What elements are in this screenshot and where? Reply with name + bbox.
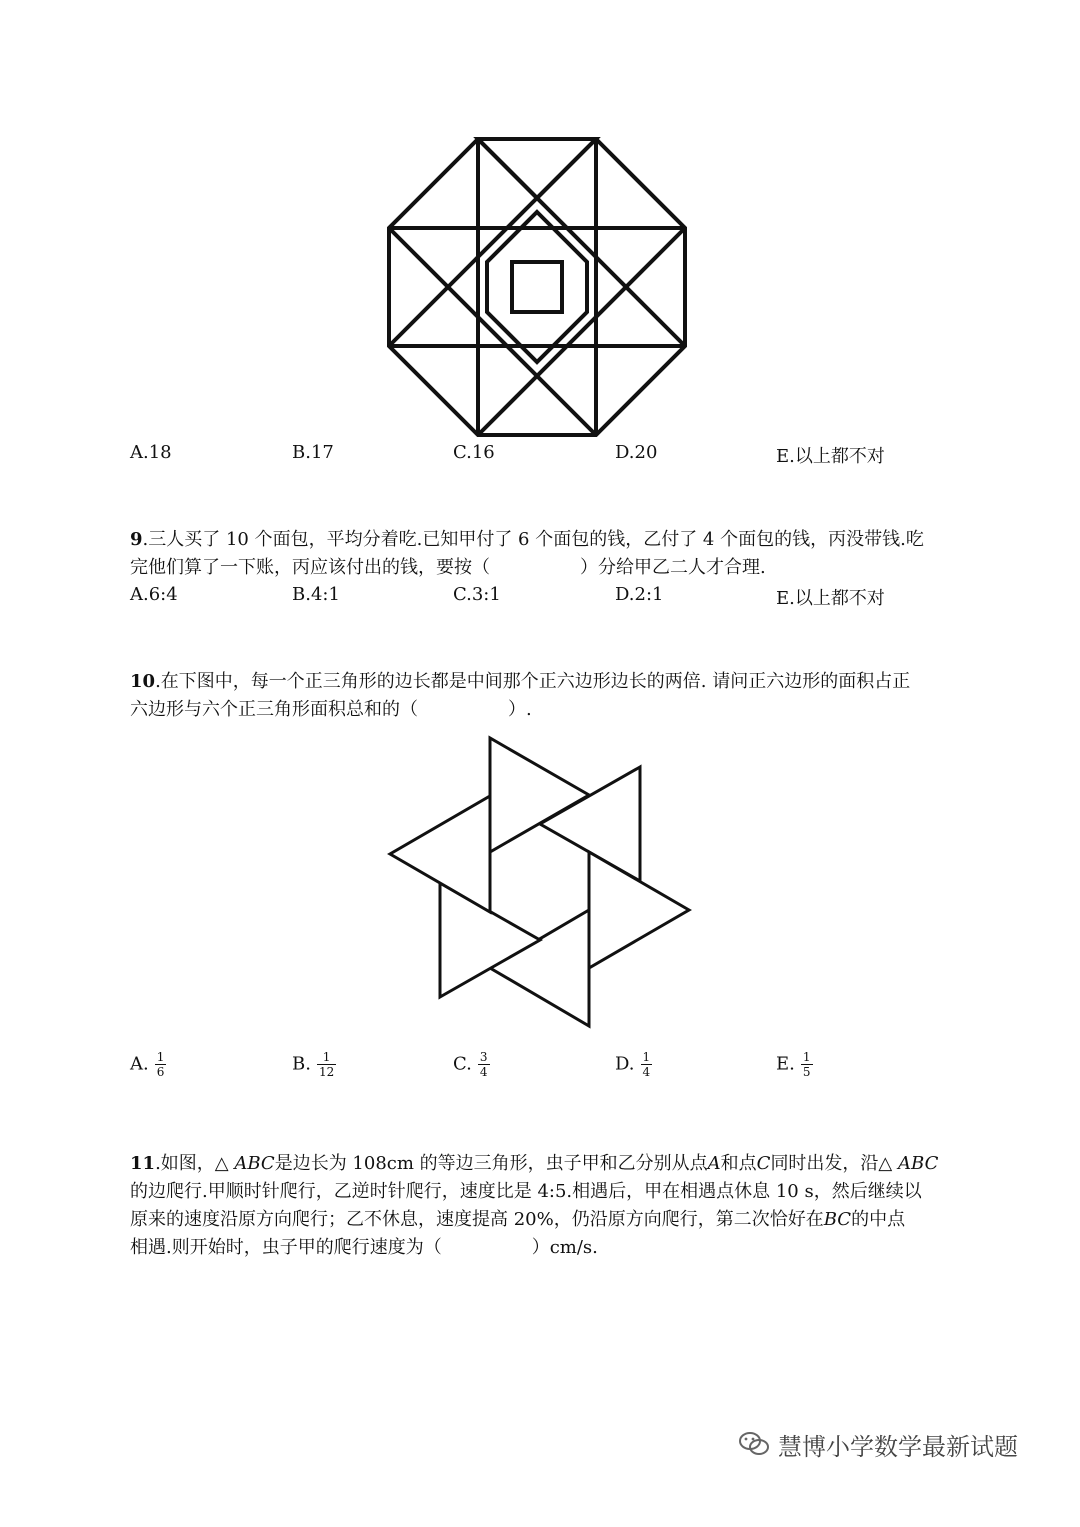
q11-number: 11 [130,1153,156,1174]
q10-option-e[interactable] [776,1050,813,1079]
q10-option-b-fraction [317,1050,336,1079]
fraction-denominator: 4 [642,1065,651,1079]
q10-option-b[interactable] [292,1050,336,1079]
fraction-numerator: 1 [802,1050,811,1064]
q8-options [0,442,1080,472]
q9-option-c[interactable]: C.3:1 [453,584,501,605]
q11-line-1a: .如图，△ [155,1153,235,1174]
fraction-denominator: 6 [156,1065,165,1079]
q10-number: 10 [130,671,156,692]
q10-option-d[interactable] [615,1050,652,1079]
q11-point-a: A [707,1153,721,1174]
q10-option-e-fraction [801,1050,813,1079]
q8-option-d[interactable]: D.20 [615,442,658,463]
q9-option-d[interactable]: D.2:1 [615,584,664,605]
q8-option-c[interactable]: C.16 [453,442,495,463]
q11-point-c: C [756,1153,771,1174]
q10-option-a-letter: A. [130,1053,149,1075]
q8-option-a[interactable]: A.18 [130,442,172,463]
octagon-figure [380,130,700,450]
q11-line-3c: 的中点 [851,1209,906,1230]
q11-line-3: 原来的速度沿原方向爬行；乙不休息，速度提高 20%，仍沿原方向爬行，第二次恰好在 [130,1209,824,1230]
q10-option-c-fraction [478,1050,490,1079]
q10-option-b-letter: B. [292,1053,311,1075]
q8-option-b[interactable]: B.17 [292,442,334,463]
q9-line-2: 完他们算了一下账，丙应该付出的钱，要按（ ）分给甲乙二人才合理. [130,557,766,578]
q9-option-a[interactable]: A.6:4 [130,584,178,605]
q11-triangle-label-2: ABC [898,1153,939,1174]
q10-option-c-letter: C. [453,1053,472,1075]
fraction-numerator: 1 [642,1050,651,1064]
q11-line-1c: 是边长为 108cm 的等边三角形，虫子甲和乙分别从点 [274,1153,708,1174]
fraction-numerator: 3 [479,1050,488,1064]
q9-option-b[interactable]: B.4:1 [292,584,340,605]
q9-options [0,584,1080,614]
fraction-denominator: 12 [318,1065,335,1079]
q11-line-1e: 和点 [720,1153,757,1174]
fraction-denominator: 5 [802,1065,811,1079]
q10-option-e-letter: E. [776,1053,795,1075]
watermark [738,1424,1068,1464]
q9-option-e[interactable]: E.以上都不对 [776,588,885,609]
q10-line-1: .在下图中，每一个正三角形的边长都是中间那个正六边形边长的两倍. 请问正六边形的面积占正 [155,671,911,692]
q11-line-1g: 同时出发，沿△ [770,1153,899,1174]
wechat-icon [738,1430,770,1458]
q10-options [0,1046,1080,1086]
q11-text [130,1150,960,1262]
q8-option-e[interactable]: E.以上都不对 [776,446,885,467]
q10-option-c[interactable] [453,1050,490,1079]
q11-line-4: 相遇.则开始时，虫子甲的爬行速度为（ ）cm/s. [130,1237,598,1258]
q11-triangle-label: ABC [234,1153,275,1174]
q9-number: 9 [130,529,143,550]
q10-text [130,668,960,724]
q11-line-2: 的边爬行.甲顺时针爬行，乙逆时针爬行，速度比是 4:5.相遇后，甲在相遇点休息 10 s，然后继续以 [130,1181,922,1202]
q9-line-1: .三人买了 10 个面包，平均分着吃.已知甲付了 6 个面包的钱，乙付了 4 个面包的钱，丙没带钱.吃 [142,529,924,550]
q10-option-a[interactable] [130,1050,166,1079]
watermark-text: 慧博小学数学最新试题 [778,1432,1018,1461]
triangles-hexagon-figure [380,728,700,1038]
q10-option-a-fraction [155,1050,167,1079]
q10-option-d-fraction [641,1050,653,1079]
q9-text [130,526,960,582]
fraction-numerator: 1 [156,1050,165,1064]
fraction-denominator: 4 [479,1065,488,1079]
fraction-numerator: 1 [317,1050,336,1065]
q10-option-d-letter: D. [615,1053,635,1075]
q11-segment-bc: BC [823,1209,852,1230]
q10-line-2: 六边形与六个正三角形面积总和的（ ）. [130,699,532,720]
